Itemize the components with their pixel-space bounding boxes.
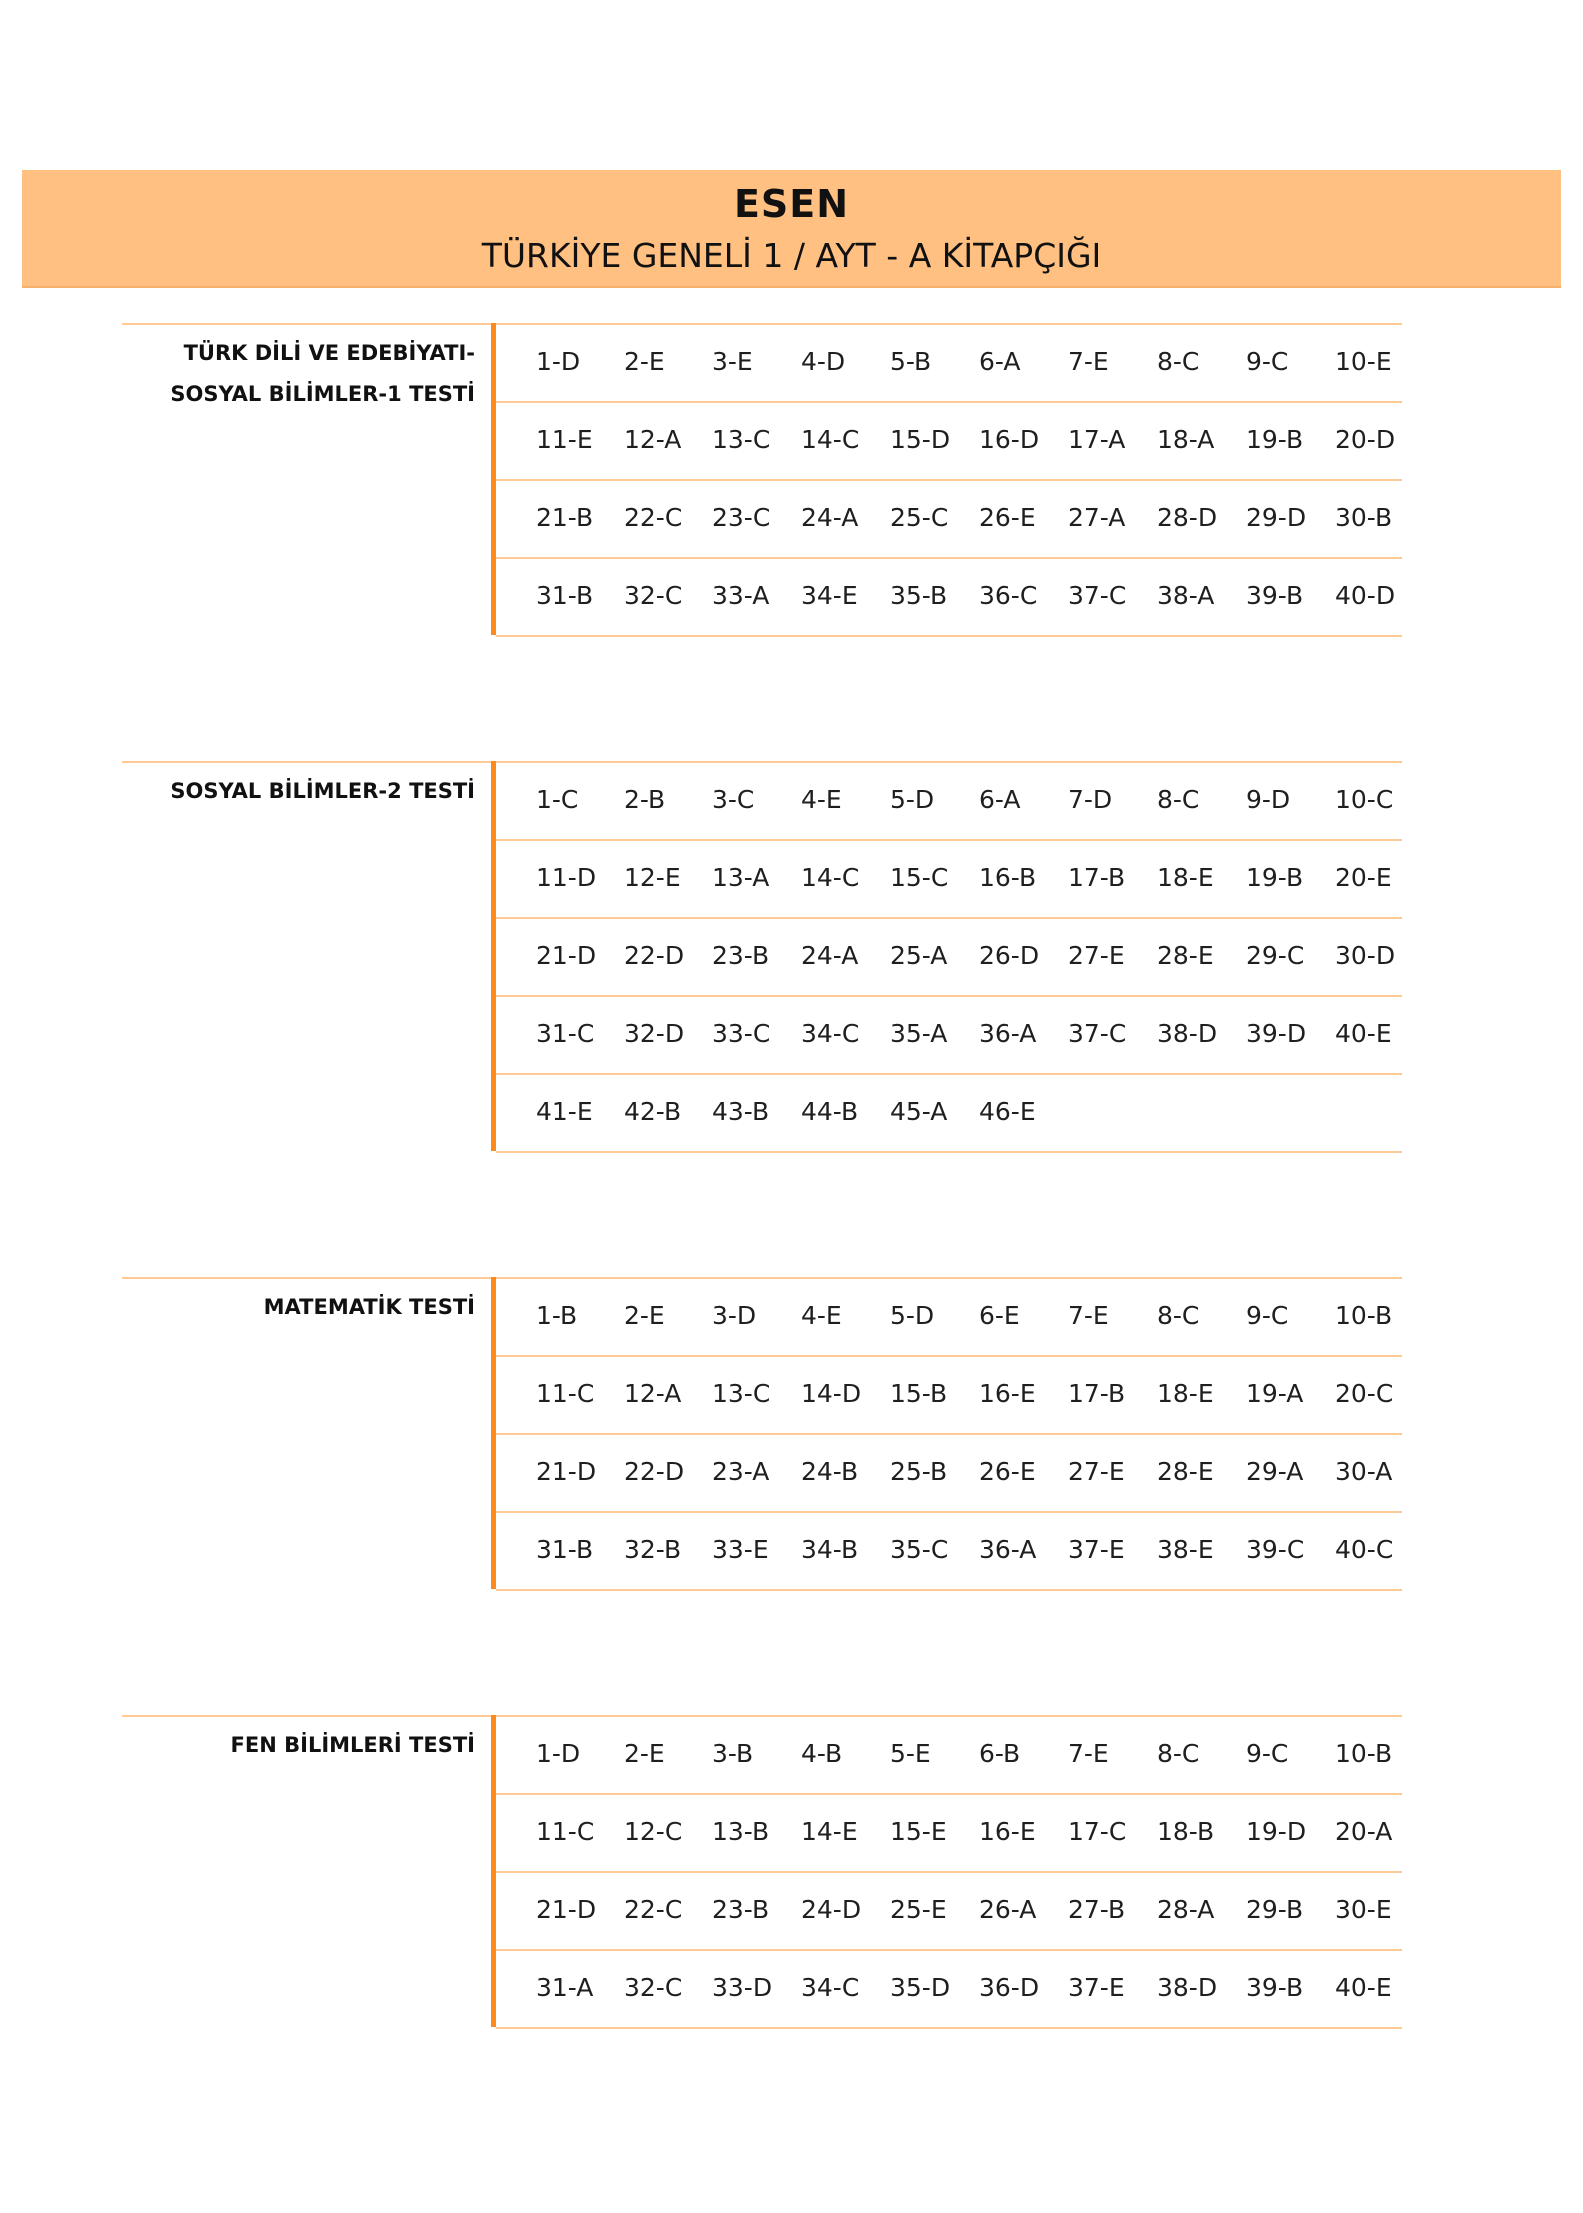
answer-cell: 21-D [536, 941, 597, 970]
answer-cell: 38-A [1157, 581, 1215, 610]
answer-cell: 37-E [1068, 1973, 1125, 2002]
answer-cell: 25-A [890, 941, 948, 970]
answer-cell: 15-C [890, 863, 949, 892]
answer-cell: 7-D [1068, 785, 1113, 814]
answer-cell: 18-B [1157, 1817, 1215, 1846]
header-banner [22, 170, 1561, 288]
answer-cell: 27-B [1068, 1895, 1126, 1924]
answer-cell: 37-C [1068, 1019, 1127, 1048]
answer-cell: 24-B [801, 1457, 859, 1486]
answer-cell: 26-E [979, 1457, 1036, 1486]
answer-cell: 5-B [890, 347, 932, 376]
section-title [115, 1287, 475, 1328]
answer-cell: 36-D [979, 1973, 1040, 2002]
answer-cell: 9-C [1246, 1301, 1289, 1330]
answer-cell: 1-B [536, 1301, 578, 1330]
answer-row [496, 1715, 1402, 1795]
answer-row [496, 1073, 1402, 1153]
answer-row [496, 401, 1402, 481]
answer-cell: 2-B [624, 785, 666, 814]
answer-cell: 46-E [979, 1097, 1036, 1126]
section-title-line: TÜRK DİLİ VE EDEBİYATI- [183, 341, 475, 365]
answer-cell: 20-D [1335, 425, 1396, 454]
answer-cell: 18-E [1157, 1379, 1214, 1408]
answer-cell: 12-A [624, 1379, 682, 1408]
answer-cell: 29-C [1246, 941, 1305, 970]
answer-cell: 34-E [801, 581, 858, 610]
answer-cell: 11-C [536, 1817, 595, 1846]
answer-cell: 19-B [1246, 425, 1304, 454]
answer-cell: 28-A [1157, 1895, 1215, 1924]
answer-cell: 30-E [1335, 1895, 1392, 1924]
answer-cell: 10-C [1335, 785, 1394, 814]
answer-cell: 10-B [1335, 1301, 1393, 1330]
answer-cell: 10-E [1335, 347, 1392, 376]
answer-cell: 29-A [1246, 1457, 1304, 1486]
answer-cell: 1-C [536, 785, 579, 814]
answer-cell: 41-E [536, 1097, 593, 1126]
answer-row [496, 839, 1402, 919]
answer-cell: 28-E [1157, 941, 1214, 970]
answer-cell: 3-D [712, 1301, 757, 1330]
answer-row [496, 1355, 1402, 1435]
answer-cell: 4-E [801, 1301, 842, 1330]
answer-cell: 6-B [979, 1739, 1021, 1768]
answer-cell: 39-B [1246, 581, 1304, 610]
answer-cell: 4-E [801, 785, 842, 814]
answer-cell: 3-B [712, 1739, 754, 1768]
answer-cell: 9-D [1246, 785, 1291, 814]
answer-cell: 8-C [1157, 1739, 1200, 1768]
answer-cell: 23-C [712, 503, 771, 532]
answer-cell: 35-B [890, 581, 948, 610]
answer-cell: 45-A [890, 1097, 948, 1126]
answer-cell: 19-B [1246, 863, 1304, 892]
answer-cell: 18-E [1157, 863, 1214, 892]
answer-cell: 36-A [979, 1019, 1037, 1048]
answer-cell: 16-D [979, 425, 1040, 454]
answer-cell: 15-D [890, 425, 951, 454]
answer-cell: 7-E [1068, 347, 1109, 376]
answer-cell: 13-C [712, 1379, 771, 1408]
answer-cell: 3-E [712, 347, 753, 376]
answer-row [496, 1511, 1402, 1591]
answer-cell: 9-C [1246, 347, 1289, 376]
answer-cell: 22-C [624, 1895, 683, 1924]
answer-cell: 35-D [890, 1973, 951, 2002]
answer-cell: 37-C [1068, 581, 1127, 610]
answer-cell: 5-D [890, 1301, 935, 1330]
answer-cell: 29-D [1246, 503, 1307, 532]
answer-cell: 25-E [890, 1895, 947, 1924]
answer-cell: 25-B [890, 1457, 948, 1486]
answer-cell: 31-B [536, 581, 594, 610]
answer-cell: 30-B [1335, 503, 1393, 532]
answer-cell: 40-E [1335, 1019, 1392, 1048]
answer-cell: 16-E [979, 1379, 1036, 1408]
answer-cell: 30-D [1335, 941, 1396, 970]
answer-cell: 22-D [624, 941, 685, 970]
answer-cell: 2-E [624, 1301, 665, 1330]
answer-cell: 22-D [624, 1457, 685, 1486]
answer-cell: 7-E [1068, 1739, 1109, 1768]
answer-cell: 8-C [1157, 347, 1200, 376]
answer-cell: 28-D [1157, 503, 1218, 532]
answer-cell: 32-C [624, 581, 683, 610]
answer-cell: 34-C [801, 1019, 860, 1048]
answer-cell: 21-B [536, 503, 594, 532]
answer-cell: 23-B [712, 1895, 770, 1924]
answer-cell: 11-C [536, 1379, 595, 1408]
answer-cell: 24-A [801, 941, 859, 970]
answer-cell: 14-E [801, 1817, 858, 1846]
answer-cell: 18-A [1157, 425, 1215, 454]
answer-cell: 20-A [1335, 1817, 1393, 1846]
answer-cell: 1-D [536, 347, 581, 376]
answer-cell: 36-A [979, 1535, 1037, 1564]
answer-cell: 32-B [624, 1535, 682, 1564]
answer-cell: 20-C [1335, 1379, 1394, 1408]
section-title-line: MATEMATİK TESTİ [263, 1295, 475, 1319]
answer-cell: 24-D [801, 1895, 862, 1924]
answer-cell: 11-D [536, 863, 597, 892]
answer-row [496, 917, 1402, 997]
answer-cell: 33-C [712, 1019, 771, 1048]
answer-cell: 12-E [624, 863, 681, 892]
answer-cell: 34-B [801, 1535, 859, 1564]
answer-row [496, 323, 1402, 403]
answer-cell: 2-E [624, 1739, 665, 1768]
answer-cell: 22-C [624, 503, 683, 532]
answer-cell: 21-D [536, 1457, 597, 1486]
answer-cell: 30-A [1335, 1457, 1393, 1486]
answer-row [496, 1433, 1402, 1513]
answer-cell: 25-C [890, 503, 949, 532]
answer-cell: 17-A [1068, 425, 1126, 454]
answer-cell: 26-D [979, 941, 1040, 970]
section-title [115, 333, 475, 415]
answer-cell: 12-C [624, 1817, 683, 1846]
answer-cell: 6-A [979, 785, 1021, 814]
answer-cell: 44-B [801, 1097, 859, 1126]
section-title-line: FEN BİLİMLERİ TESTİ [230, 1733, 475, 1757]
answer-cell: 14-C [801, 425, 860, 454]
answer-cell: 7-E [1068, 1301, 1109, 1330]
answer-cell: 16-B [979, 863, 1037, 892]
answer-cell: 27-A [1068, 503, 1126, 532]
answer-cell: 8-C [1157, 785, 1200, 814]
answer-cell: 15-B [890, 1379, 948, 1408]
answer-cell: 40-C [1335, 1535, 1394, 1564]
answer-cell: 15-E [890, 1817, 947, 1846]
answer-cell: 35-A [890, 1019, 948, 1048]
answer-cell: 8-C [1157, 1301, 1200, 1330]
answer-cell: 38-D [1157, 1019, 1218, 1048]
answer-cell: 19-A [1246, 1379, 1304, 1408]
answer-cell: 31-B [536, 1535, 594, 1564]
answer-cell: 16-E [979, 1817, 1036, 1846]
section-title-line: SOSYAL BİLİMLER-2 TESTİ [170, 779, 475, 803]
answer-cell: 31-C [536, 1019, 595, 1048]
section-title [115, 771, 475, 812]
answer-cell: 27-E [1068, 1457, 1125, 1486]
answer-cell: 29-B [1246, 1895, 1304, 1924]
answer-cell: 24-A [801, 503, 859, 532]
answer-row [496, 479, 1402, 559]
answer-cell: 33-E [712, 1535, 769, 1564]
answer-cell: 13-C [712, 425, 771, 454]
answer-cell: 11-E [536, 425, 593, 454]
answer-cell: 3-C [712, 785, 755, 814]
answer-cell: 38-D [1157, 1973, 1218, 2002]
answer-cell: 4-B [801, 1739, 843, 1768]
answer-row [496, 1949, 1402, 2029]
answer-cell: 38-E [1157, 1535, 1214, 1564]
answer-cell: 19-D [1246, 1817, 1307, 1846]
answer-cell: 36-C [979, 581, 1038, 610]
answer-cell: 4-D [801, 347, 846, 376]
answer-cell: 26-A [979, 1895, 1037, 1924]
answer-row [496, 995, 1402, 1075]
answer-cell: 23-A [712, 1457, 770, 1486]
section-title-line: SOSYAL BİLİMLER-1 TESTİ [170, 382, 475, 406]
answer-cell: 13-B [712, 1817, 770, 1846]
answer-cell: 40-D [1335, 581, 1396, 610]
answer-cell: 35-C [890, 1535, 949, 1564]
answer-cell: 28-E [1157, 1457, 1214, 1486]
answer-cell: 6-E [979, 1301, 1020, 1330]
answer-row [496, 1871, 1402, 1951]
answer-cell: 40-E [1335, 1973, 1392, 2002]
answer-cell: 2-E [624, 347, 665, 376]
answer-cell: 1-D [536, 1739, 581, 1768]
answer-cell: 5-D [890, 785, 935, 814]
answer-cell: 26-E [979, 503, 1036, 532]
answer-cell: 39-B [1246, 1973, 1304, 2002]
answer-cell: 32-D [624, 1019, 685, 1048]
answer-cell: 32-C [624, 1973, 683, 2002]
answer-cell: 42-B [624, 1097, 682, 1126]
answer-row [496, 1793, 1402, 1873]
answer-cell: 39-D [1246, 1019, 1307, 1048]
header-title: ESEN [733, 182, 850, 226]
header-subtitle: TÜRKİYE GENELİ 1 / AYT - A KİTAPÇIĞI [481, 236, 1102, 275]
answer-cell: 13-A [712, 863, 770, 892]
answer-row [496, 761, 1402, 841]
section-title [115, 1725, 475, 1766]
answer-cell: 39-C [1246, 1535, 1305, 1564]
answer-cell: 27-E [1068, 941, 1125, 970]
answer-cell: 17-C [1068, 1817, 1127, 1846]
answer-row [496, 557, 1402, 637]
answer-cell: 43-B [712, 1097, 770, 1126]
answer-cell: 33-D [712, 1973, 773, 2002]
answer-cell: 17-B [1068, 863, 1126, 892]
answer-cell: 14-C [801, 863, 860, 892]
answer-cell: 9-C [1246, 1739, 1289, 1768]
answer-cell: 10-B [1335, 1739, 1393, 1768]
answer-cell: 37-E [1068, 1535, 1125, 1564]
answer-cell: 12-A [624, 425, 682, 454]
answer-cell: 23-B [712, 941, 770, 970]
answer-row [496, 1277, 1402, 1357]
answer-cell: 20-E [1335, 863, 1392, 892]
answer-cell: 34-C [801, 1973, 860, 2002]
answer-cell: 21-D [536, 1895, 597, 1924]
answer-cell: 17-B [1068, 1379, 1126, 1408]
answer-cell: 5-E [890, 1739, 931, 1768]
answer-cell: 33-A [712, 581, 770, 610]
answer-cell: 6-A [979, 347, 1021, 376]
answer-cell: 14-D [801, 1379, 862, 1408]
answer-cell: 31-A [536, 1973, 594, 2002]
